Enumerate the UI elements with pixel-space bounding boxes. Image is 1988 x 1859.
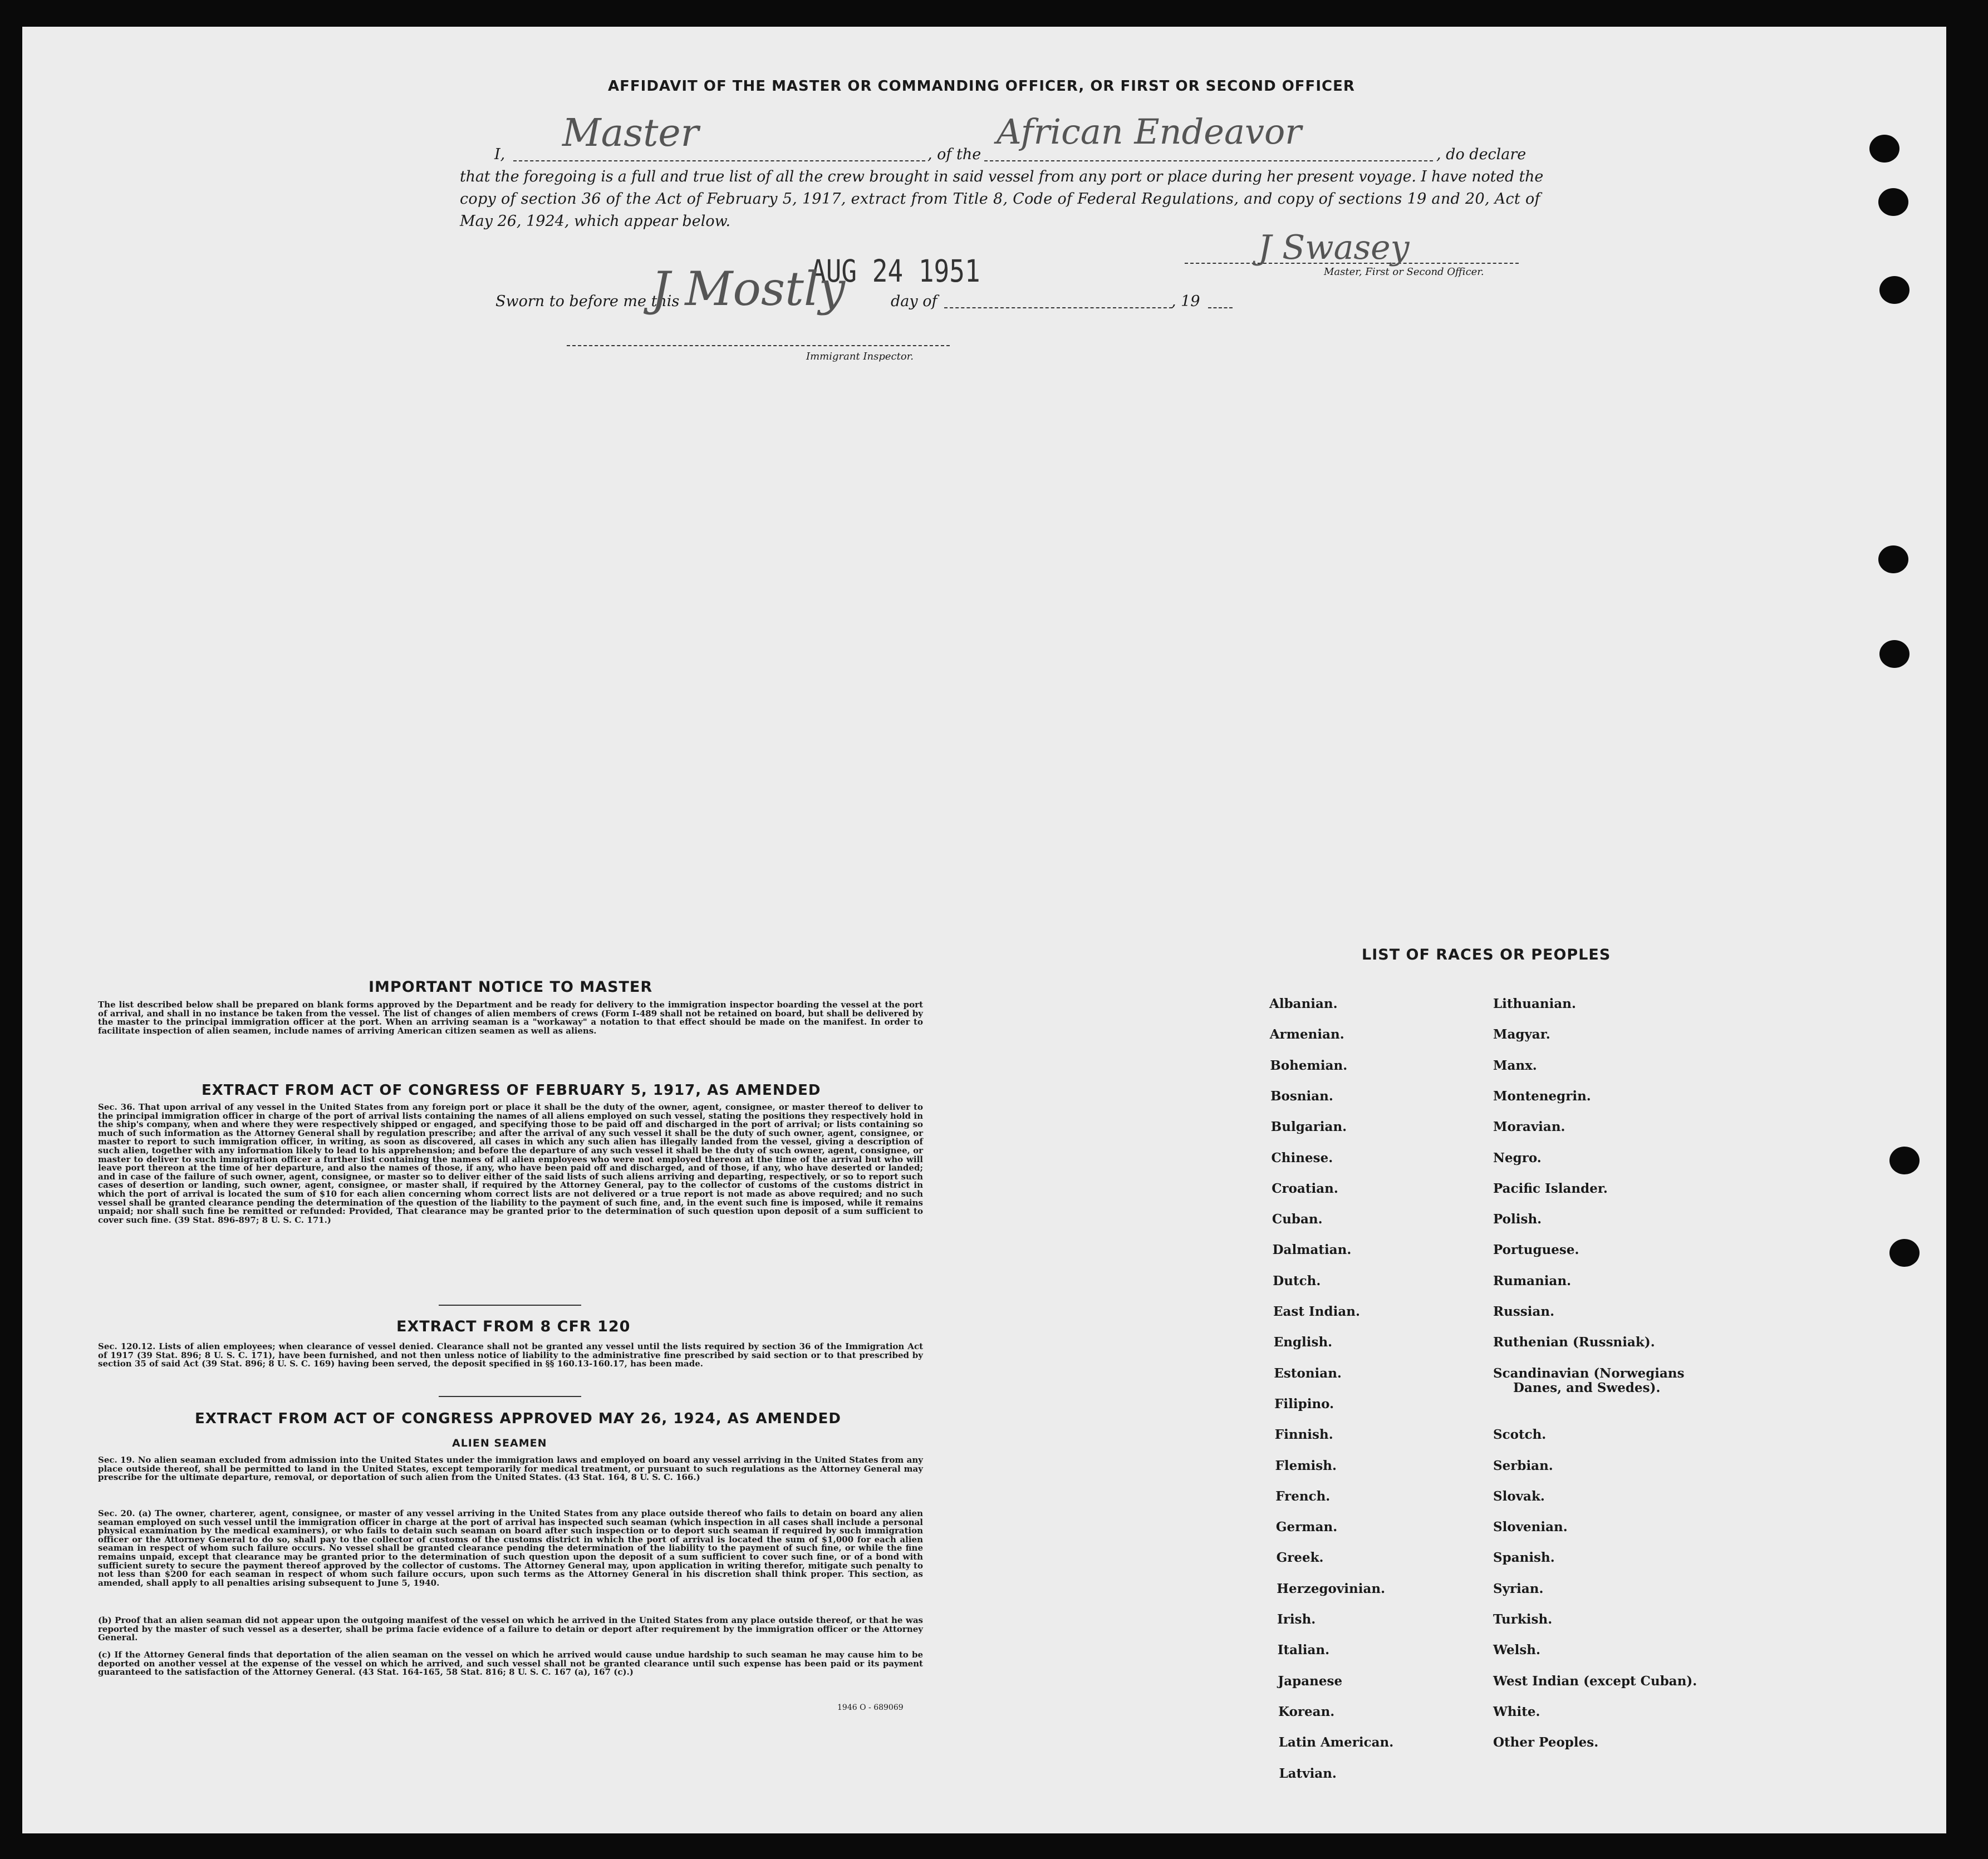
race-item: Turkish. [1493, 1612, 1553, 1627]
divider [439, 1396, 581, 1397]
race-item: Other Peoples. [1493, 1735, 1599, 1750]
race-item: Slovenian. [1493, 1519, 1568, 1535]
race-item: Dalmatian. [1272, 1242, 1352, 1258]
races-title: LIST OF RACES OR PEOPLES [1362, 946, 1611, 963]
punch-hole [1878, 188, 1908, 216]
race-item: Albanian. [1269, 996, 1338, 1011]
vessel-name-handwritten: African Endeavor [997, 111, 1302, 152]
notice-text: The list described below shall be prepared on blank forms approved by the Department and be ready for delivery to the immigration inspector boarding the vessel at the port of arrival, and shall in no instance be taken from the vessel. The list of changes of alien members of crews (Form I-489 shall not be retained on board, but shall be delivered by the master to the principal immigration officer at the port. When an arriving seaman is a "workaway" a notation to that effect should be made on the manifest. In order to facilitate inspection of alien seamen, include names of arriving American citizen seamen as well as aliens. [98, 1000, 923, 1036]
i-label: I, [494, 146, 505, 163]
race-item: Negro. [1493, 1150, 1542, 1165]
affidavit-title: AFFIDAVIT OF THE MASTER OR COMMANDING OFFICER, OR FIRST OR SECOND OFFICER [608, 78, 1355, 95]
race-item: East Indian. [1273, 1304, 1360, 1319]
section-20b-text: (b) Proof that an alien seaman did not appear upon the outgoing manifest of the vessel on which he arrived in the United States from any place outside thereof, or that he was reported by the master of such vessel as a deserter, shall be prima facie evidence of a failure to detain or deport after requirement by the immigration officer or the Attorney General. [98, 1615, 923, 1643]
month-line [944, 307, 1172, 308]
name-line [513, 160, 925, 161]
year-prefix: , 19 [1171, 293, 1200, 310]
master-name-handwritten: Master [562, 111, 699, 155]
punch-hole [1879, 640, 1910, 668]
race-item: English. [1273, 1335, 1333, 1350]
race-item: German. [1275, 1519, 1338, 1535]
race-item: Irish. [1277, 1612, 1316, 1627]
punch-hole [1878, 545, 1908, 573]
race-item: Rumanian. [1493, 1273, 1572, 1288]
race-item: Japanese [1278, 1673, 1343, 1689]
race-item: Manx. [1493, 1058, 1537, 1073]
race-item: Syrian. [1493, 1581, 1544, 1596]
race-item: Scandinavian (Norwegians [1493, 1365, 1685, 1381]
notice-title: IMPORTANT NOTICE TO MASTER [369, 978, 653, 996]
divider [439, 1305, 581, 1306]
inspector-signature-line [567, 345, 950, 346]
section-20c-text: (c) If the Attorney General finds that deportation of the alien seaman on the vessel on which he arrived would cause undue hardship to such seaman he may cause him to be deported on another vessel at the expense of the vessel on which he arrived, and such vessel shall not be granted clearance until such expense has been paid or its payment guaranteed to the satisfaction of the Attorney General. (43 Stat. 164-165, 58 Stat. 816; 8 U. S. C. 167 (a), 167 (c).) [98, 1650, 923, 1678]
race-item: Korean. [1278, 1704, 1335, 1719]
race-item: Montenegrin. [1493, 1088, 1591, 1104]
race-item: Spanish. [1493, 1550, 1555, 1566]
print-code: 1946 O - 689069 [837, 1703, 904, 1712]
date-stamp: AUG 24 1951 [811, 253, 980, 289]
race-item: Bohemian. [1270, 1058, 1348, 1073]
race-item: Croatian. [1272, 1181, 1338, 1196]
race-item: Armenian. [1269, 1027, 1344, 1042]
section-20a-text: Sec. 20. (a) The owner, charterer, agent, consignee, or master of any vessel arriving in the United States from any place outside thereof who fails to detain on board any alien seaman employed on such vessel until the immigration officer in charge at the port of arrival has inspected such seaman (which inspection in all cases shall include a personal physical examination by the medical examiners), or who fails to detain such seaman on board after such inspection or to deport such seaman if required by such immigration officer or the Attorney General to do so, shall pay to the collector of customs of the customs district in which the port of arrival is located the sum of $1,000 for each alien seaman in respect of whom such failure occurs. No vessel shall be granted clearance pending the determination of the liability to the payment of such fine, or while the fine remains unpaid, except that clearance may be granted prior to the determination of such question upon the deposit of a sum sufficient to cover such fine, or of a bond with sufficient surety to secure the payment thereof approved by the collector of customs. The Attorney General may, upon application in writing therefor, mitigate such penalty to not less than $200 for each seaman in respect of whom such failure occurs, upon such terms as the Attorney General in his discretion shall think proper. This section, as amended, shall apply to all penalties arising subsequent to June 5, 1940. [98, 1508, 923, 1588]
race-item: Serbian. [1493, 1458, 1553, 1473]
affidavit-line-3: copy of section 36 of the Act of February 5, 1917, extract from Title 8, Code of Federal Regulations, and copy of sections 19 and 20, Act of [460, 190, 1540, 208]
race-item: Cuban. [1272, 1212, 1323, 1227]
race-item: Polish. [1493, 1212, 1542, 1227]
race-item: Dutch. [1273, 1273, 1321, 1288]
race-item: Moravian. [1493, 1119, 1565, 1135]
race-item: Finnish. [1274, 1427, 1333, 1443]
extract-1917-title: EXTRACT FROM ACT OF CONGRESS OF FEBRUARY 5, 1917, AS AMENDED [202, 1082, 821, 1099]
race-item: Latvian. [1279, 1765, 1337, 1781]
sworn-label: Sworn to before me this [495, 293, 680, 310]
race-item: Estonian. [1274, 1365, 1342, 1381]
race-item: Welsh. [1493, 1642, 1541, 1658]
race-item: Portuguese. [1493, 1242, 1579, 1258]
race-item: Latin American. [1278, 1735, 1394, 1750]
year-line [1208, 307, 1233, 308]
race-item: Pacific Islander. [1493, 1181, 1608, 1196]
punch-hole [1889, 1147, 1920, 1174]
extract-1917-text: Sec. 36. That upon arrival of any vessel in the United States from any foreign port or place it shall be the duty of the owner, agent, consignee, or master thereof to deliver to the principal immigration officer in charge of the port of arrival lists containing the names of all aliens employed on such vessel, stating the positions they respectively hold in the ship's company, when and where they were respectively shipped or engaged, and specifying those to be paid off and discharged in the port of arrival; or lists containing so much of such information as the Attorney General shall by regulation prescribe; and after the arrival of any such vessel it shall be the duty of such owner, agent, consignee, or master to report to such immigration officer, in writing, as soon as discovered, all cases in which any such alien has illegally landed from the vessel, giving a description of such alien, together with any information likely to lead to his apprehension; and before the departure of any such vessel it shall be the duty of such owner, agent, consignee, or master to deliver to such immigration officer a further list containing the names of all alien employees who were not employed thereon at the time of the arrival but who will leave port thereon at the time of her departure, and also the names of those, if any, who have been paid off and discharged, and of those, if any, who have deserted or landed; and in case of the failure of such owner, agent, consignee, or master so to deliver either of the said lists of such aliens arriving and departing, respectively, or so to report such cases of desertion or landing, such owner, agent, consignee, or master shall, if required by the Attorney General, pay to the collector of customs of the customs district in which the port of arrival is located the sum of $10 for each alien concerning whom correct lists are not delivered or a true report is not made as above required; and no such vessel shall be granted clearance pending the determination of the question of the liability to the payment of such fine, and, in the event such fine is imposed, while it remains unpaid; nor shall such fine be remitted or refunded: Provided, That clearance may be granted prior to the determination of such question upon deposit of a sum sufficient to cover such fine. (39 Stat. 896-897; 8 U. S. C. 171.) [98, 1102, 923, 1225]
race-item: Scotch. [1493, 1427, 1547, 1443]
extract-cfr-text: Sec. 120.12. Lists of alien employees; when clearance of vessel denied. Clearance shall not be granted any vessel until the lists required by section 36 of the Immigration Act of 1917 (39 Stat. 896; 8 U. S. C. 171), have been furnished, and not then unless notice of liability to the administrative fine prescribed by said section or to that prescribed by section 35 of said Act (39 Stat. 896; 8 U. S. C. 169) having been served, the deposit specified in §§ 160.13-160.17, has been made. [98, 1341, 923, 1369]
race-item: Chinese. [1271, 1150, 1333, 1165]
race-item: Bulgarian. [1270, 1119, 1347, 1135]
race-item: Magyar. [1493, 1027, 1550, 1042]
extract-1924-title: EXTRACT FROM ACT OF CONGRESS APPROVED MAY 26, 1924, AS AMENDED [195, 1410, 841, 1427]
punch-hole [1879, 276, 1910, 304]
inspector-signature: J Mostly [651, 262, 846, 316]
day-of-label: day of [891, 293, 937, 310]
punch-hole [1889, 1239, 1920, 1267]
alien-seamen-subtitle: ALIEN SEAMEN [452, 1437, 547, 1449]
inspector-caption: Immigrant Inspector. [806, 351, 914, 362]
do-declare-label: , do declare [1436, 146, 1526, 163]
race-item: Ruthenian (Russniak). [1493, 1335, 1655, 1350]
race-item: West Indian (except Cuban). [1493, 1673, 1697, 1689]
extract-cfr-title: EXTRACT FROM 8 CFR 120 [396, 1318, 631, 1335]
race-item: Italian. [1277, 1642, 1330, 1658]
master-signature: J Swasey [1258, 228, 1410, 267]
race-item: Russian. [1493, 1304, 1555, 1319]
punch-hole [1869, 135, 1899, 163]
race-item: Danes, and Swedes). [1513, 1380, 1661, 1395]
race-item: Slovak. [1493, 1488, 1545, 1504]
race-item: Filipino. [1274, 1396, 1334, 1412]
race-item: French. [1275, 1488, 1331, 1504]
affidavit-line-4: May 26, 1924, which appear below. [460, 213, 731, 230]
master-caption: Master, First or Second Officer. [1324, 266, 1484, 278]
race-item: Bosnian. [1270, 1088, 1333, 1104]
race-item: Greek. [1276, 1550, 1324, 1566]
race-item: White. [1493, 1704, 1540, 1719]
of-the-label: , of the [927, 146, 981, 163]
affidavit-line-2: that the foregoing is a full and true list of all the crew brought in said vessel from any port or place during her present voyage. I have noted the [460, 168, 1544, 185]
vessel-line [984, 160, 1433, 161]
race-item: Lithuanian. [1493, 996, 1576, 1011]
section-19-text: Sec. 19. No alien seaman excluded from admission into the United States under the immigration laws and employed on board any vessel arriving in the United States from any place outside thereof, shall be permitted to land in the United States, except temporarily for medical treatment, or pursuant to such regulations as the Attorney General may prescribe for the ultimate departure, removal, or deportation of such alien from the United States. (43 Stat. 164, 8 U. S. C. 166.) [98, 1455, 923, 1483]
race-item: Flemish. [1275, 1458, 1337, 1473]
race-item: Herzegovinian. [1277, 1581, 1386, 1596]
